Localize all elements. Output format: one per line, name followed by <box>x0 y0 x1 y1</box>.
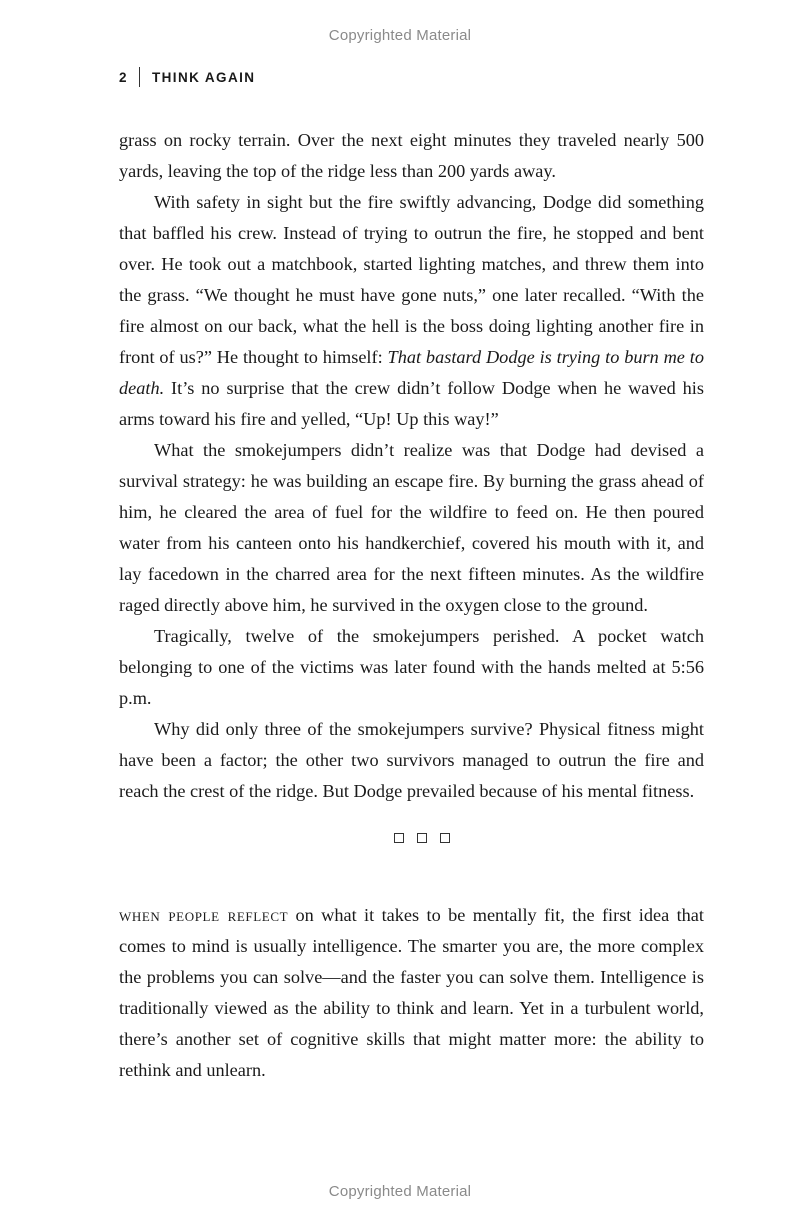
section-break <box>119 807 704 900</box>
paragraph-5: Why did only three of the smokejumpers survive? Physical fitness might have been a factor; the other two survivors managed to outrun the fire and reach the crest of the ridge. But Dodge prevailed because of his mental fitness. <box>119 719 704 801</box>
paragraph-4: Tragically, twelve of the smokejumpers perished. A pocket watch belonging to one of the victims was later found with the hands melted at 5:56 p.m. <box>119 626 704 708</box>
paragraph-6 <box>119 900 704 1086</box>
page-number: 2 <box>119 69 128 85</box>
copyright-watermark-top: Copyrighted Material <box>328 27 472 44</box>
ornament-square-icon <box>440 833 450 843</box>
paragraph-2-italic-thought: That bastard Dodge is trying to burn me to death. <box>119 347 704 398</box>
paragraph-6-text: on what it takes to be mentally fit, the first idea that comes to mind is usually intelligence. The smarter you are, the more complex the problems you can solve—and the faster you can solve them. Intelligence is traditionally viewed as the ability to think and learn. Yet in a turbulent world, there’s another set of cognitive skills that might matter more: the ability to rethink and unlearn. <box>119 905 704 1080</box>
paragraph-2 <box>119 187 704 435</box>
header-divider <box>139 67 140 87</box>
section-break-ornament <box>139 807 704 847</box>
book-title: THINK AGAIN <box>152 69 256 85</box>
paragraph-6-lead-in: when people reflect <box>119 905 289 925</box>
paragraph-2-text-b: It’s no surprise that the crew didn’t follow Dodge when he waved his arms toward his fire and yelled, “Up! Up this way!” <box>119 378 704 429</box>
paragraph-2-text-a: With safety in sight but the fire swiftly advancing, Dodge did something that baffled his crew. Instead of trying to outrun the fire, he stopped and bent over. He took out a matchbook, started lighting matches, and threw them into the grass. “We thought he must have gone nuts,” one later recalled. “With the fire almost on our back, what the hell is the boss doing lighting another fire in front of us?” He thought to himself: <box>119 192 704 367</box>
ornament-square-icon <box>394 833 404 843</box>
copyright-watermark-bottom: Copyrighted Material <box>328 1183 472 1200</box>
paragraph-1: grass on rocky terrain. Over the next eight minutes they traveled nearly 500 yards, leaving the top of the ridge less than 200 yards away. <box>119 130 704 181</box>
body-text <box>119 125 704 1086</box>
ornament-square-icon <box>417 833 427 843</box>
paragraph-3: What the smokejumpers didn’t realize was that Dodge had devised a survival strategy: he was building an escape fire. By burning the grass ahead of him, he cleared the area of fuel for the wildfire to feed on. He then poured water from his canteen onto his handkerchief, covered his mouth with it, and lay facedown in the charred area for the next fifteen minutes. As the wildfire raged directly above him, he survived in the oxygen close to the ground. <box>119 440 704 615</box>
running-head <box>119 66 255 88</box>
